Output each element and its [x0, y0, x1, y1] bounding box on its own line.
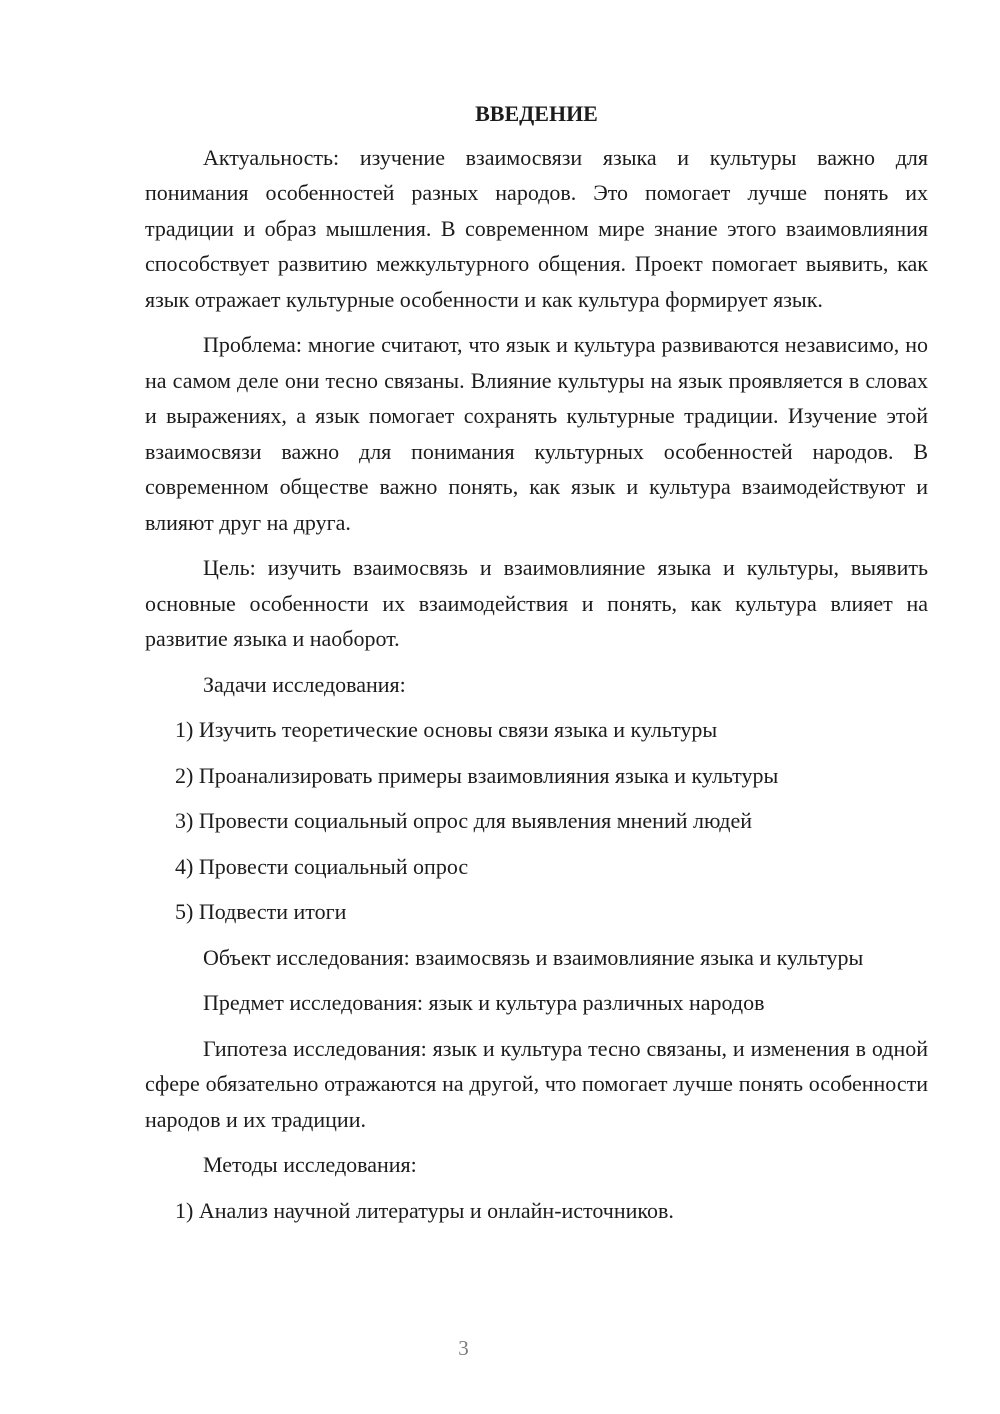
tasks-heading: Задачи исследования: — [203, 671, 406, 697]
page-number: 3 — [458, 1336, 469, 1360]
list-item: 4) Провести социальный опрос — [175, 853, 469, 879]
list-item: 2) Проанализировать примеры взаимовлияния языка и культуры — [175, 762, 779, 788]
paragraph-subject: Предмет исследования: язык и культура различных народов — [203, 990, 765, 1015]
list-item: 1) Изучить теоретические основы связи языка и культуры — [175, 717, 718, 742]
methods-list — [145, 1193, 928, 1229]
paragraph-object: Объект исследования: взаимосвязь и взаимовлияние языка и культуры — [203, 944, 864, 970]
paragraph-relevance: Актуальность: изучение взаимосвязи языка и культуры важно для понимания особенностей разных народов. Это помогает лучше понять их традиции и образ мышления. В современном мире знание этого взаимовлияния способствует развитию межкультурного общения. Проект помогает выявить, как язык отражает культурные особенности и как культура формирует язык. — [145, 144, 928, 312]
list-item: 5) Подвести итоги — [175, 899, 347, 924]
tasks-list — [145, 712, 928, 930]
document-body — [145, 96, 928, 1238]
list-item: 3) Провести социальный опрос для выявления мнений людей — [175, 808, 753, 833]
section-title: ВВЕДЕНИЕ — [475, 101, 598, 126]
paragraph-problem: Проблема: многие считают, что язык и культура развиваются независимо, но на самом деле они тесно связаны. Влияние культуры на язык проявляется в словах и выражениях, а язык помогает сохранять культурные традиции. Изучение этой взаимосвязи важно для понимания культурных особенностей народов. В современном обществе важно понять, как язык и культура взаимодействуют и влияют друг на друга. — [145, 332, 928, 535]
methods-heading: Методы исследования: — [203, 1152, 417, 1177]
paragraph-goal: Цель: изучить взаимосвязь и взаимовлияние языка и культуры, выявить основные особенности их взаимодействия и понять, как культура влияет на развитие языка и наоборот. — [145, 555, 928, 651]
list-item: 1) Анализ научной литературы и онлайн-источников. — [175, 1197, 674, 1223]
paragraph-hypothesis: Гипотеза исследования: язык и культура тесно связаны, и изменения в одной сфере обязательно отражаются на другой, что помогает лучше понять особенности народов и их традиции. — [145, 1035, 928, 1132]
